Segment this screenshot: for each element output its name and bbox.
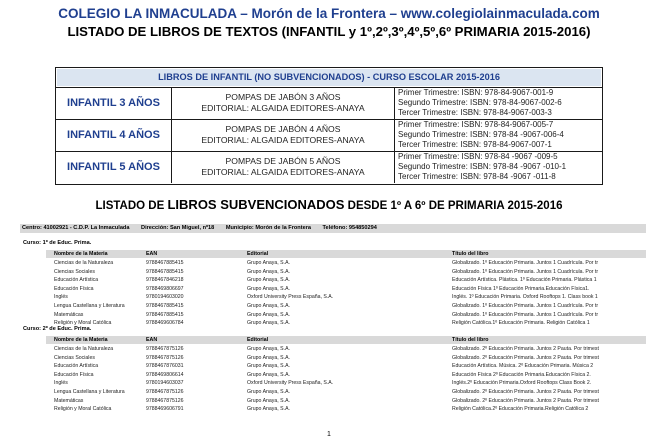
table-cell: 9788469606784 (146, 320, 184, 327)
table-cell: Matemáticas (54, 311, 84, 318)
table-cell: Globalizado. 2º Educación Primaria. Juntos 2 Pauta. Por trimest (452, 397, 599, 404)
curso-label: Curso: 1º de Educ. Prima. (23, 240, 92, 246)
infantil-book: POMPAS DE JABÓN 4 AÑOS EDITORIAL: ALGAIDA EDITORES-ANAYA (172, 120, 395, 151)
table-cell: Ciencias Sociales (54, 268, 95, 275)
table-row (46, 371, 646, 379)
table-cell: Religión Católica.1º Educación Primaria. Religión Católica 1 (452, 320, 590, 327)
table-cell: Educación Artística (54, 277, 99, 284)
table-cell: 9788467885415 (146, 260, 184, 266)
table-row (46, 293, 646, 301)
infantil-level: INFANTIL 5 AÑOS (56, 152, 172, 183)
column-header-bar (46, 336, 646, 344)
table-row (46, 397, 646, 405)
table-cell: Grupo Anaya, S.A. (247, 260, 290, 266)
table-cell: Educación Física 2º Educación Primaria.Educación Física 2. (452, 371, 591, 378)
table-cell: 9780194603037 (146, 380, 184, 387)
table-row (46, 259, 646, 267)
table-cell: Educación Artística. Música. 2º Educación Primaria. Música 2 (452, 363, 594, 370)
isbn-line: Segundo Trimestre: ISBN: 978-84 -9067-006-4 (398, 130, 564, 139)
table-cell: 9788467875126 (146, 389, 184, 395)
subvencionados-title: LISTADO DE LIBROS SUBVENCIONADOS DESDE 1º A 6º DE PRIMARIA 2015-2016 (95, 197, 563, 212)
table-row (46, 285, 646, 293)
table-cell: Grupo Anaya, S.A. (247, 268, 290, 275)
infantil-isbn-list (398, 120, 602, 151)
col-titulo: Título del libro (452, 251, 489, 257)
centro-municipio: Municipio: Morón de la Frontera (225, 225, 311, 231)
table-cell: Educación Física (54, 285, 94, 292)
table-cell: 9788467875126 (146, 397, 184, 404)
table-cell: Inglés. 1º Educación Primaria. Oxford Rooftops 1. Class book 1 (452, 294, 598, 301)
table-cell: Religión y Moral Católica (54, 406, 112, 413)
table-cell: 9788467876031 (146, 363, 184, 370)
centro-direccion: Dirección: San Miguel, nº18 (141, 225, 215, 231)
table-row (46, 405, 646, 413)
isbn-line: Primer Trimestre: ISBN: 978-84-9067-001-9 (398, 88, 554, 97)
table-cell: 9788469806697 (146, 285, 184, 292)
table-cell: Educación Artística (54, 363, 99, 370)
table-cell: 9788467875126 (146, 346, 184, 352)
table-row (46, 388, 646, 396)
table-row (46, 268, 646, 276)
table-cell: Globalizado. 1º Educación Primaria. Juntos 1 Cuadrícula. Por tr (452, 268, 599, 275)
col-titulo: Título del libro (452, 337, 489, 343)
table-cell: 9788467875126 (146, 354, 184, 361)
isbn-line: Tercer Trimestre: ISBN: 978-84 -9067 -011-8 (398, 172, 556, 181)
table-cell: Ciencias de la Naturaleza (54, 346, 114, 352)
isbn-line: Primer Trimestre: ISBN: 978-84 -9067 -009-5 (398, 152, 558, 161)
centro-code: Centro: 41002921 - C.D.P. La Inmaculada (22, 225, 130, 231)
table-cell: Grupo Anaya, S.A. (247, 320, 290, 327)
centro-telefono: Teléfono: 954850294 (322, 225, 377, 231)
col-materia: Nombre de la Materia (54, 337, 108, 343)
table-cell: Grupo Anaya, S.A. (247, 285, 290, 292)
table-cell: Grupo Anaya, S.A. (247, 406, 290, 413)
table-cell: Globalizado. 1º Educación Primaria. Juntos 1 Cuadrícula. Por tr (452, 311, 599, 318)
table-cell: Globalizado. 1º Educación Primaria. Juntos 1 Cuadrícula. Por tr (452, 260, 599, 266)
table-cell: Ciencias de la Naturaleza (54, 260, 114, 266)
column-header-bar (46, 250, 646, 258)
infantil-level: INFANTIL 3 AÑOS (56, 88, 172, 119)
table-cell: Oxford University Press España, S.A. (247, 380, 334, 387)
table-cell: Grupo Anaya, S.A. (247, 389, 290, 395)
infantil-level: INFANTIL 4 AÑOS (56, 120, 172, 151)
table-cell: Inglés.2º Educación Primaria.Oxford Rooftops Class Book 2. (452, 380, 592, 387)
col-editorial: Editorial (247, 251, 269, 257)
col-materia: Nombre de la Materia (54, 251, 108, 257)
col-ean: EAN (146, 337, 158, 343)
table-cell: Oxford University Press España, S.A. (247, 294, 334, 301)
table-cell: Grupo Anaya, S.A. (247, 363, 290, 370)
table-cell: Lengua Castellana y Literatura (54, 303, 125, 309)
table-row (46, 319, 646, 327)
table-cell: Inglés (54, 380, 68, 387)
col-ean: EAN (146, 251, 158, 257)
table-cell: 9780194603020 (146, 294, 184, 301)
table-cell: Educación Artística. Plástica. 1º Educación Primaria. Plástica 1 (452, 277, 597, 284)
table-cell: Matemáticas (54, 397, 84, 404)
infantil-row (56, 87, 602, 119)
isbn-line: Segundo Trimestre: ISBN: 978-84 -9067 -010-1 (398, 162, 567, 171)
isbn-line: Segundo Trimestre: ISBN: 978-84-9067-002-6 (398, 98, 562, 107)
table-cell: 9788469806614 (146, 371, 184, 378)
table-cell: Lengua Castellana y Literatura (54, 389, 125, 395)
isbn-line: Primer Trimestre: ISBN: 978-84-9067-005-7 (398, 120, 554, 129)
table-cell: Religión Católica.2º Educación Primaria.Religión Católica 2 (452, 406, 589, 413)
table-cell: Grupo Anaya, S.A. (247, 311, 290, 318)
infantil-row (56, 119, 602, 151)
table-cell: Inglés (54, 294, 68, 301)
document-title: LISTADO DE LIBROS DE TEXTOS (INFANTIL y 1º,2º,3º,4º,5º,6º PRIMARIA 2015-2016) (67, 24, 591, 39)
school-title: COLEGIO LA INMACULADA – Morón de la Frontera – www.colegiolainmaculada.com (58, 6, 600, 21)
table-row (46, 379, 646, 387)
isbn-line: Tercer Trimestre: ISBN: 978-84-9067-003-3 (398, 108, 552, 117)
table-cell: Ciencias Sociales (54, 354, 95, 361)
table-cell: Grupo Anaya, S.A. (247, 371, 290, 378)
table-cell: Grupo Anaya, S.A. (247, 397, 290, 404)
table-row (46, 354, 646, 362)
centro-info-bar (20, 224, 646, 233)
infantil-row (56, 151, 602, 183)
table-cell: 9788469606791 (146, 406, 184, 413)
table-cell: Grupo Anaya, S.A. (247, 346, 290, 352)
infantil-heading: LIBROS DE INFANTIL (NO SUBVENCIONADOS) - CURSO ESCOLAR 2015-2016 (57, 69, 601, 86)
table-cell: Religión y Moral Católica (54, 320, 112, 327)
table-cell: Globalizado. 2º Educación Primaria. Juntos 2 Pauta. Por trimest (452, 346, 599, 352)
table-cell: 9788467885415 (146, 268, 184, 275)
infantil-isbn-list (398, 88, 602, 119)
curso-label: Curso: 2º de Educ. Prima. (23, 326, 92, 332)
table-row (46, 345, 646, 353)
table-cell: Grupo Anaya, S.A. (247, 303, 290, 309)
infantil-book: POMPAS DE JABÓN 3 AÑOS EDITORIAL: ALGAIDA EDITORES-ANAYA (172, 88, 395, 119)
infantil-table (55, 67, 603, 185)
infantil-isbn-list (398, 152, 602, 183)
col-editorial: Editorial (247, 337, 269, 343)
table-row (46, 302, 646, 310)
table-cell: Globalizado. 1º Educación Primaria. Juntos 1 Cuadrícula. Por tr (452, 303, 599, 309)
isbn-line: Tercer Trimestre: ISBN: 978-84-9067-007-1 (398, 140, 552, 149)
page-number: 1 (327, 431, 331, 438)
table-row (46, 311, 646, 319)
table-cell: Globalizado. 2º Educación Primaria. Juntos 2 Pauta. Por trimest (452, 389, 599, 395)
table-row (46, 362, 646, 370)
table-cell: 9788467885415 (146, 303, 184, 309)
table-cell: 9788467885415 (146, 311, 184, 318)
infantil-book: POMPAS DE JABÓN 5 AÑOS EDITORIAL: ALGAIDA EDITORES-ANAYA (172, 152, 395, 183)
table-cell: Grupo Anaya, S.A. (247, 354, 290, 361)
table-cell: Educación Física 1º Educación Primaria.Educación Física1. (452, 285, 590, 292)
table-cell: Educación Física (54, 371, 94, 378)
table-cell: Grupo Anaya, S.A. (247, 277, 290, 284)
table-cell: Globalizado. 2º Educación Primaria. Juntos 2 Pauta. Por trimest (452, 354, 599, 361)
table-row (46, 276, 646, 284)
table-cell: 9788467846218 (146, 277, 184, 284)
